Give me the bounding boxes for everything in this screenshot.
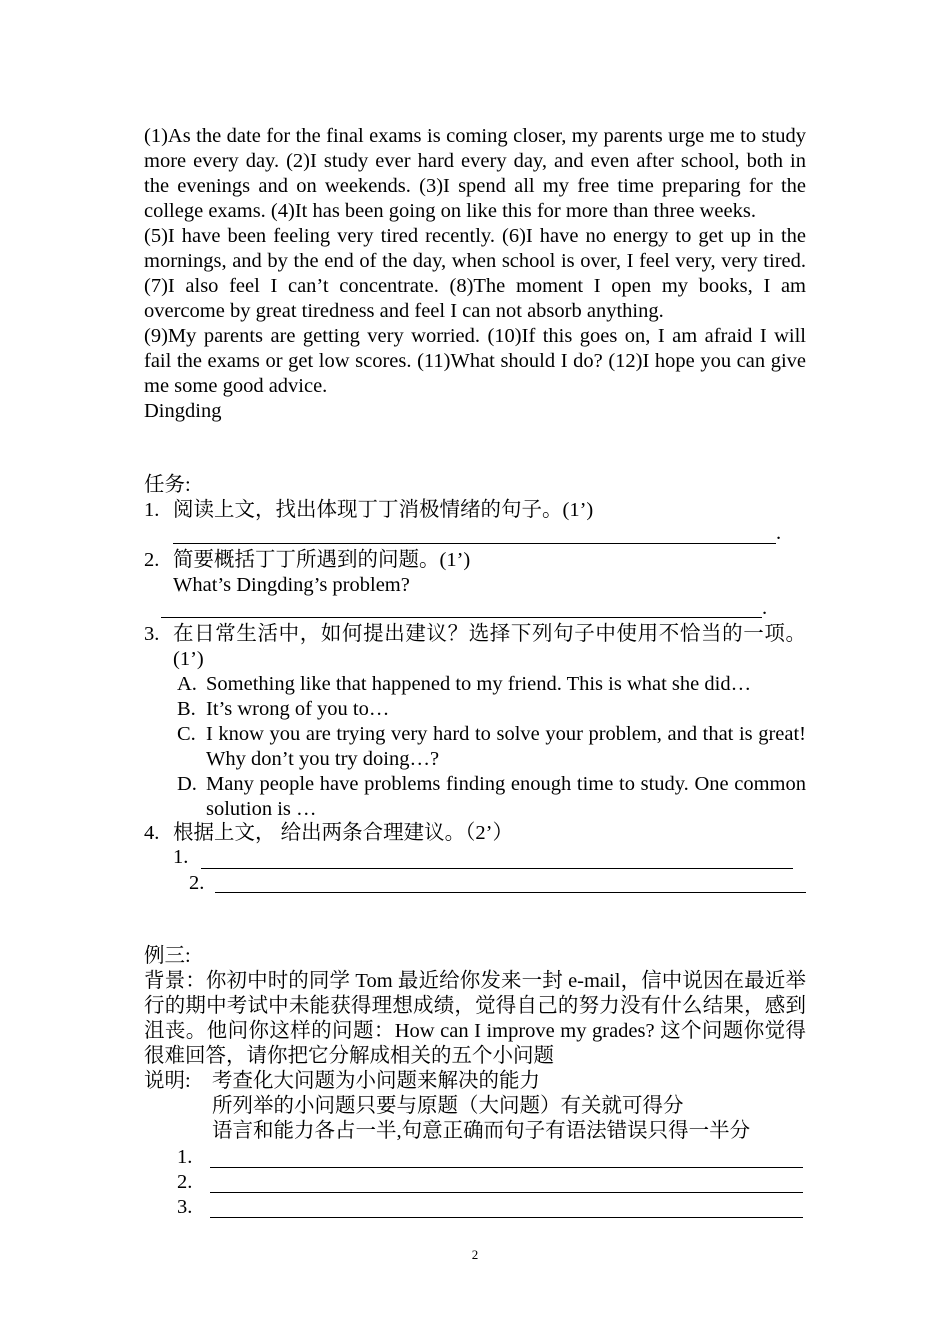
question-4-text: 根据上文， 给出两条合理建议。（2’） bbox=[173, 822, 513, 844]
option-d-text: Many people have problems finding enough time to study. One common solution is … bbox=[206, 773, 806, 820]
option-b-letter: B. bbox=[177, 698, 196, 720]
question-1-text: 阅读上文，找出体现丁丁消极情绪的句子。(1’) bbox=[173, 499, 594, 521]
question-2 bbox=[144, 548, 806, 573]
question-4 bbox=[144, 821, 806, 846]
option-d[interactable] bbox=[144, 772, 806, 822]
question-1-number: 1. bbox=[144, 499, 160, 521]
note-1: 考查化大问题为小问题来解决的能力 bbox=[212, 1070, 540, 1092]
question-1-answer-line[interactable] bbox=[173, 543, 776, 544]
example-3-answer-1-number: 1. bbox=[177, 1146, 193, 1168]
example-3-answer-2-line[interactable] bbox=[210, 1192, 803, 1193]
question-4-number: 4. bbox=[144, 822, 160, 844]
question-4-answer-2-line[interactable] bbox=[215, 892, 806, 893]
option-b[interactable] bbox=[144, 697, 806, 722]
page-number: 2 bbox=[471, 1247, 479, 1262]
option-a-text: Something like that happened to my friend. This is what she did… bbox=[206, 673, 752, 695]
question-4-answer-2-number: 2. bbox=[189, 872, 205, 894]
note-3: 语言和能力各占一半,句意正确而句子有语法错误只得一半分 bbox=[212, 1120, 751, 1142]
option-c-letter: C. bbox=[177, 723, 196, 745]
example-3-answer-3-line[interactable] bbox=[210, 1217, 803, 1218]
question-2-period: . bbox=[762, 597, 768, 619]
question-1-period: . bbox=[776, 522, 782, 544]
notes-label: 说明: bbox=[144, 1070, 191, 1092]
option-c[interactable] bbox=[144, 722, 806, 772]
option-a-letter: A. bbox=[177, 673, 197, 695]
tasks-heading: 任务: bbox=[144, 474, 191, 496]
question-2-number: 2. bbox=[144, 549, 160, 571]
question-4-answer-1-line[interactable] bbox=[201, 868, 793, 869]
question-2-subprompt: What’s Dingding’s problem? bbox=[173, 574, 410, 596]
option-d-letter: D. bbox=[177, 773, 197, 795]
question-3 bbox=[144, 622, 806, 672]
question-2-answer-line[interactable] bbox=[161, 617, 762, 618]
signature: Dingding bbox=[144, 400, 222, 422]
question-2-text: 简要概括丁丁所遇到的问题。(1’) bbox=[173, 549, 471, 571]
example-3-answer-3-number: 3. bbox=[177, 1196, 193, 1218]
option-b-text: It’s wrong of you to… bbox=[206, 698, 390, 720]
example-3-background: 背景：你初中时的同学 Tom 最近给你发来一封 e-mail，信中说因在最近举行的期中考试中未能获得理想成绩，觉得自己的努力没有什么结果，感到沮丧。他问你这样的问题：How can I improve my grades? 这个问题你觉得很难回答，请你把它分解成相关的五个小问题 bbox=[144, 970, 806, 1067]
example-3-answer-1-line[interactable] bbox=[210, 1167, 803, 1168]
option-c-text: I know you are trying very hard to solve your problem, and that is great! Why don’t you try doing…? bbox=[206, 723, 806, 770]
passage bbox=[144, 124, 806, 424]
question-3-number: 3. bbox=[144, 623, 160, 645]
passage-paragraph-1: (1)As the date for the final exams is coming closer, my parents urge me to study more every day. (2)I study ever hard every day, and even after school, both in the evenings and on weekends. (3)I spend all my free time preparing for the college exams. (4)It has been going on like this for more than three weeks. bbox=[144, 125, 806, 222]
passage-paragraph-2: (5)I have been feeling very tired recently. (6)I have no energy to get up in the mornings, and by the end of the day, when school is over, I feel very, very tired. (7)I also feel I can’t concentrate. (8)The moment I open my books, I am overcome by great tiredness and feel I can not absorb anything. bbox=[144, 225, 806, 322]
question-1 bbox=[144, 498, 806, 523]
option-a[interactable] bbox=[144, 672, 806, 697]
example-3-notes bbox=[144, 1069, 806, 1144]
example-3-answer-2-number: 2. bbox=[177, 1171, 193, 1193]
passage-paragraph-3: (9)My parents are getting very worried. (10)If this goes on, I am afraid I will fail the exams or get low scores. (11)What should I do? (12)I hope you can give me some good advice. bbox=[144, 325, 806, 397]
question-4-answer-1-number: 1. bbox=[173, 846, 189, 868]
question-3-text: 在日常生活中，如何提出建议？选择下列句子中使用不恰当的一项。(1’) bbox=[173, 623, 806, 670]
example-3-title: 例三: bbox=[144, 945, 191, 967]
question-3-options bbox=[144, 672, 806, 822]
note-2: 所列举的小问题只要与原题（大问题）有关就可得分 bbox=[212, 1095, 684, 1117]
